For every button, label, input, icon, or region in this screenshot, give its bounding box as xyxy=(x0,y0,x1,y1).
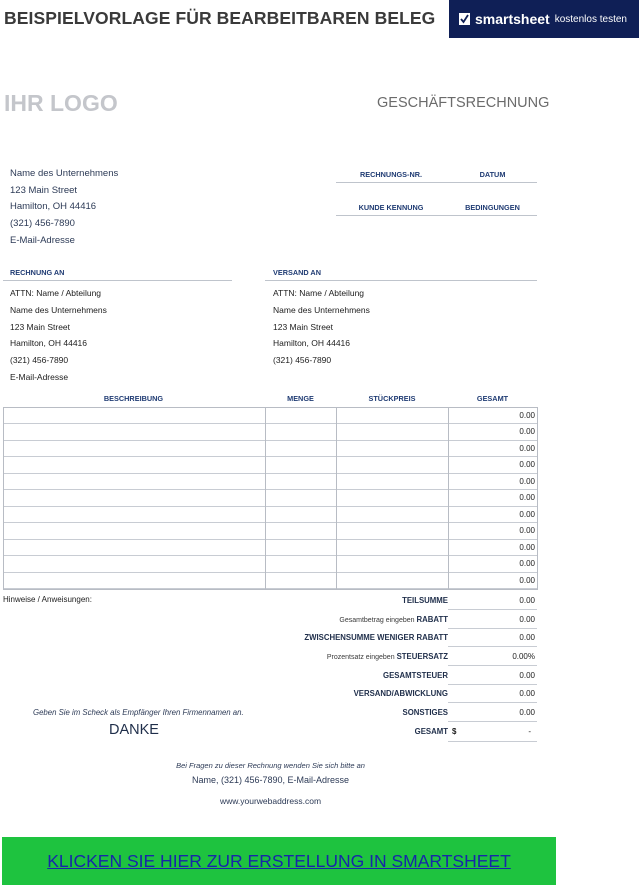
meta-divider xyxy=(336,182,537,183)
summary-divider xyxy=(448,741,537,742)
tax-rate-hint: Prozentsatz eingeben xyxy=(326,654,395,661)
ship-to-attn: ATTN: Name / Abteilung xyxy=(273,288,365,298)
row-total-cell[interactable]: 0.00 xyxy=(519,542,535,552)
company-email: E-Mail-Adresse xyxy=(10,235,75,246)
summary-divider xyxy=(448,684,537,685)
document-type: GESCHÄFTSRECHNUNG xyxy=(377,95,550,111)
description-column-header: BESCHREIBUNG xyxy=(103,394,164,403)
thank-you: DANKE xyxy=(109,722,159,738)
customer-id-header: KUNDE KENNUNG xyxy=(358,203,424,212)
subtotal-label: TEILSUMME xyxy=(402,596,448,605)
row-total-cell[interactable]: 0.00 xyxy=(519,460,535,470)
bill-to-phone: (321) 456-7890 xyxy=(10,355,69,365)
table-row xyxy=(4,507,537,523)
smartsheet-brand: smartsheet xyxy=(475,11,550,27)
bill-to-header: RECHNUNG AN xyxy=(10,268,65,277)
website-link[interactable]: www.yourwebaddress.com xyxy=(219,796,322,806)
ship-to-phone: (321) 456-7890 xyxy=(273,355,332,365)
check-note: Geben Sie im Scheck als Empfänger Ihren Firmennamen an. xyxy=(33,708,244,717)
terms-header: BEDINGUNGEN xyxy=(465,203,520,212)
invoice-number-header: RECHNUNGS-NR. xyxy=(359,170,423,179)
smartsheet-logo-icon xyxy=(459,13,470,25)
company-street: 123 Main Street xyxy=(10,185,78,196)
quantity-column-header: MENGE xyxy=(287,394,314,403)
summary-divider xyxy=(448,665,537,666)
company-city: Hamilton, OH 44416 xyxy=(10,201,97,212)
summary-divider xyxy=(448,628,537,629)
grand-total-value[interactable]: - xyxy=(528,727,531,736)
other-value[interactable]: 0.00 xyxy=(519,708,535,717)
discount-label xyxy=(339,615,448,624)
company-phone: (321) 456-7890 xyxy=(10,218,75,229)
shipping-label: VERSAND/ABWICKLUNG xyxy=(353,689,448,698)
row-total-cell[interactable]: 0.00 xyxy=(519,411,535,420)
discount-hint: Gesamtbetrag eingeben xyxy=(339,617,415,624)
notes-label: Hinweise / Anweisungen: xyxy=(3,595,92,604)
table-row xyxy=(4,441,537,457)
unit-price-column-header: STÜCKPREIS xyxy=(368,394,416,403)
ship-to-street: 123 Main Street xyxy=(273,322,334,332)
row-total-cell[interactable]: 0.00 xyxy=(519,575,535,585)
bill-to-city: Hamilton, OH 44416 xyxy=(10,338,88,348)
create-in-smartsheet-button[interactable] xyxy=(2,837,556,885)
table-row xyxy=(4,474,537,490)
logo-placeholder: IHR LOGO xyxy=(4,90,118,116)
other-label: SONSTIGES xyxy=(402,708,448,717)
subtotal-less-discount-label: ZWISCHENSUMME WENIGER RABATT xyxy=(304,633,448,642)
ship-to-header: VERSAND AN xyxy=(273,268,321,277)
bill-to-name: Name des Unternehmens xyxy=(10,305,107,315)
table-row xyxy=(4,556,537,572)
column-divider xyxy=(265,408,266,589)
row-total-cell[interactable]: 0.00 xyxy=(519,493,535,503)
summary-divider xyxy=(448,702,537,703)
grand-total-label: GESAMT xyxy=(414,727,448,736)
table-row xyxy=(4,490,537,506)
total-tax-label: GESAMTSTEUER xyxy=(383,671,448,680)
column-divider xyxy=(336,408,337,589)
date-header: DATUM xyxy=(479,170,506,179)
smartsheet-trial-link: kostenlos testen xyxy=(554,13,627,25)
row-total-cell[interactable]: 0.00 xyxy=(519,526,535,536)
table-row xyxy=(4,424,537,440)
row-total-cell[interactable]: 0.00 xyxy=(519,509,535,519)
table-row xyxy=(4,523,537,539)
tax-rate-value[interactable]: 0.00% xyxy=(512,652,535,661)
currency-symbol: $ xyxy=(452,727,457,736)
bill-to-divider xyxy=(3,280,232,281)
page-title: BEISPIELVORLAGE FÜR BEARBEITBAREN BELEG xyxy=(4,8,436,28)
subtotal-less-discount-value[interactable]: 0.00 xyxy=(519,633,535,642)
ship-to-city: Hamilton, OH 44416 xyxy=(273,338,351,348)
table-row xyxy=(4,457,537,473)
tax-rate-label xyxy=(327,652,448,661)
company-name: Name des Unternehmens xyxy=(10,168,119,179)
table-row xyxy=(4,573,537,589)
table-row xyxy=(4,540,537,556)
column-divider xyxy=(448,408,449,589)
smartsheet-banner[interactable] xyxy=(449,0,639,38)
meta-divider xyxy=(336,215,537,216)
subtotal-value[interactable]: 0.00 xyxy=(519,596,535,605)
row-total-cell[interactable]: 0.00 xyxy=(519,443,535,453)
shipping-value[interactable]: 0.00 xyxy=(519,689,535,698)
contact-info: Name, (321) 456-7890, E-Mail-Adresse xyxy=(191,775,350,785)
total-column-header: GESAMT xyxy=(476,394,509,403)
summary-divider xyxy=(448,609,537,610)
bill-to-email: E-Mail-Adresse xyxy=(10,372,69,382)
bill-to-street: 123 Main Street xyxy=(10,322,71,332)
items-table xyxy=(3,407,538,590)
row-total-cell[interactable]: 0.00 xyxy=(519,559,535,569)
table-row xyxy=(4,408,537,424)
bill-to-attn: ATTN: Name / Abteilung xyxy=(10,288,102,298)
ship-to-divider xyxy=(265,280,537,281)
total-tax-value[interactable]: 0.00 xyxy=(519,671,535,680)
questions-note: Bei Fragen zu dieser Rechnung wenden Sie sich bitte an xyxy=(176,761,365,770)
summary-divider xyxy=(448,721,537,722)
ship-to-name: Name des Unternehmens xyxy=(273,305,370,315)
row-total-cell[interactable]: 0.00 xyxy=(519,427,535,437)
row-total-cell[interactable]: 0.00 xyxy=(519,476,535,486)
discount-value[interactable]: 0.00 xyxy=(519,615,535,624)
summary-divider xyxy=(448,646,537,647)
discount-label-text: RABATT xyxy=(416,615,448,624)
create-in-smartsheet-label: KLICKEN SIE HIER ZUR ERSTELLUNG IN SMARTSHEET xyxy=(47,850,511,871)
tax-rate-label-text: STEUERSATZ xyxy=(396,652,448,661)
